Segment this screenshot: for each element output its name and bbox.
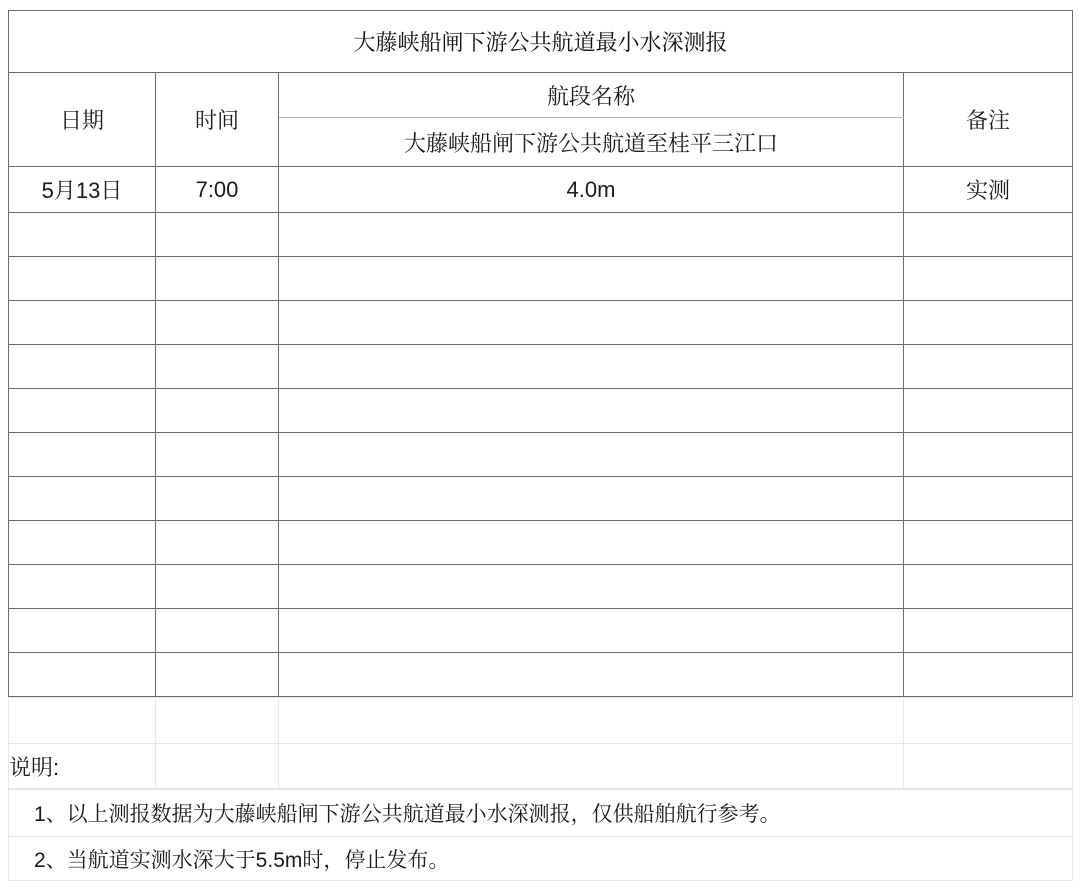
- note-row: [9, 837, 1073, 881]
- empty-cell: [904, 653, 1073, 697]
- empty-cell: [904, 433, 1073, 477]
- empty-cell: [9, 257, 156, 301]
- empty-cell: [9, 565, 156, 609]
- empty-cell: [156, 744, 279, 789]
- data-row: [9, 167, 1073, 213]
- empty-cell: [904, 698, 1073, 744]
- empty-cell: [156, 345, 279, 389]
- header-row-1: [9, 73, 1073, 118]
- empty-cell: [279, 521, 904, 565]
- header-section-name: 大藤峡船闸下游公共航道至桂平三江口: [279, 118, 904, 167]
- empty-cell: [279, 389, 904, 433]
- empty-cell: [279, 609, 904, 653]
- cell-time: 7:00: [156, 167, 279, 213]
- note-row: [9, 790, 1073, 837]
- empty-cell: [9, 609, 156, 653]
- notes-section: [8, 789, 1073, 881]
- empty-row: [9, 213, 1073, 257]
- empty-rows: [9, 213, 1073, 697]
- empty-row: [9, 345, 1073, 389]
- empty-cell: [904, 389, 1073, 433]
- empty-row: [9, 257, 1073, 301]
- empty-cell: [156, 609, 279, 653]
- empty-cell: [9, 521, 156, 565]
- empty-cell: [156, 389, 279, 433]
- empty-cell: [904, 301, 1073, 345]
- empty-cell: [904, 213, 1073, 257]
- note-item-2: 2、当航道实测水深大于5.5m时，停止发布。: [9, 837, 1073, 881]
- empty-row: [9, 521, 1073, 565]
- empty-row: [9, 301, 1073, 345]
- empty-cell: [279, 698, 904, 744]
- notes-label: 说明:: [9, 744, 156, 789]
- cell-depth: 4.0m: [279, 167, 904, 213]
- depth-report-table: [8, 10, 1073, 697]
- empty-cell: [279, 744, 904, 789]
- note-item-1: 1、以上测报数据为大藤峡船闸下游公共航道最小水深测报，仅供船舶航行参考。: [9, 790, 1073, 837]
- empty-cell: [279, 653, 904, 697]
- empty-cell: [9, 389, 156, 433]
- empty-cell: [156, 653, 279, 697]
- cell-remark: 实测: [904, 167, 1073, 213]
- empty-cell: [279, 213, 904, 257]
- empty-cell: [156, 477, 279, 521]
- empty-row: [9, 433, 1073, 477]
- empty-cell: [279, 345, 904, 389]
- empty-row: [9, 565, 1073, 609]
- empty-cell: [904, 744, 1073, 789]
- empty-cell: [156, 521, 279, 565]
- title-row: [9, 11, 1073, 73]
- header-time: 时间: [156, 73, 279, 167]
- gridline-empty-row: [9, 698, 1073, 744]
- empty-cell: [279, 565, 904, 609]
- empty-cell: [904, 477, 1073, 521]
- empty-cell: [156, 565, 279, 609]
- empty-cell: [156, 301, 279, 345]
- empty-cell: [279, 301, 904, 345]
- empty-cell: [9, 698, 156, 744]
- empty-cell: [904, 521, 1073, 565]
- empty-row: [9, 653, 1073, 697]
- empty-cell: [279, 477, 904, 521]
- empty-cell: [9, 477, 156, 521]
- empty-cell: [9, 213, 156, 257]
- header-section: 航段名称: [279, 73, 904, 118]
- empty-cell: [9, 653, 156, 697]
- empty-cell: [156, 698, 279, 744]
- notes-label-row: [9, 744, 1073, 789]
- empty-cell: [904, 345, 1073, 389]
- empty-row: [9, 389, 1073, 433]
- cell-date: 5月13日: [9, 167, 156, 213]
- header-date: 日期: [9, 73, 156, 167]
- empty-cell: [9, 301, 156, 345]
- empty-cell: [904, 565, 1073, 609]
- report-title: 大藤峡船闸下游公共航道最小水深测报: [9, 11, 1073, 73]
- empty-row: [9, 609, 1073, 653]
- empty-cell: [904, 609, 1073, 653]
- empty-cell: [156, 433, 279, 477]
- empty-cell: [904, 257, 1073, 301]
- empty-cell: [156, 213, 279, 257]
- empty-cell: [9, 433, 156, 477]
- gridline-rows: [8, 697, 1073, 789]
- empty-cell: [9, 345, 156, 389]
- empty-cell: [279, 257, 904, 301]
- header-remark: 备注: [904, 73, 1073, 167]
- empty-cell: [279, 433, 904, 477]
- empty-cell: [156, 257, 279, 301]
- empty-row: [9, 477, 1073, 521]
